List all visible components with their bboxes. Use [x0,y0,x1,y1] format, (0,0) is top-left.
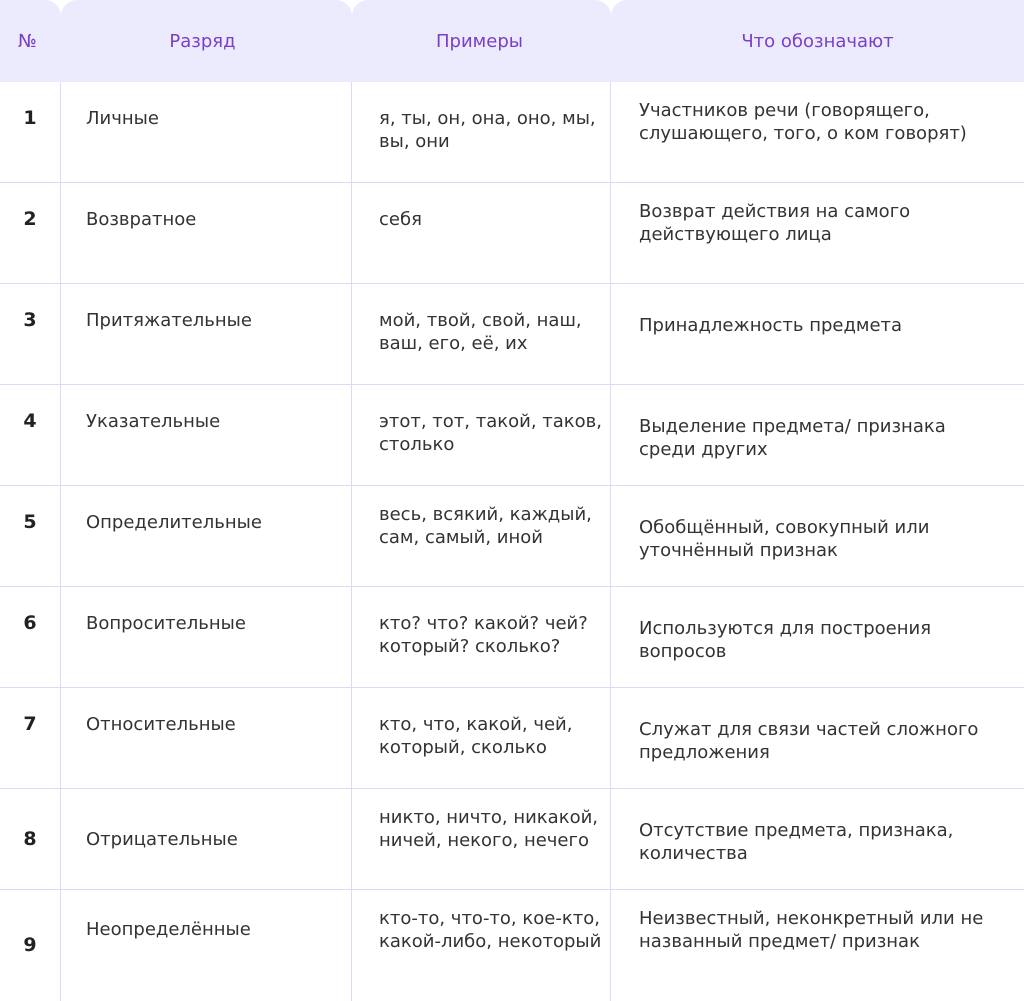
header-category: Разряд [61,0,352,82]
header-number: № [0,0,61,82]
row-examples: себя [352,183,611,283]
row-number: 9 [0,890,61,1001]
row-meaning: Служат для связи частей сложного предложения [639,719,979,763]
row-number: 2 [0,183,61,283]
row-examples: кто? что? какой? чей? который? сколько? [352,587,611,687]
row-category: Определительные [61,486,352,586]
row-meaning: Выделение предмета/ признака среди других [639,416,946,460]
row-category: Отрицательные [61,789,352,889]
row-examples: этот, тот, такой, таков, столько [352,385,611,485]
row-number: 8 [0,789,61,889]
table-header [0,0,1024,82]
table-row [0,789,1024,890]
row-meaning: Принадлежность предмета [639,315,903,336]
row-number: 7 [0,688,61,788]
row-examples: весь, всякий, каждый, сам, самый, иной [352,486,611,586]
row-meaning: Участников речи (говорящего, слушающего, того, о ком говорят) [639,100,967,144]
row-examples: никто, ничто, никакой, ничей, некого, нечего [352,789,611,889]
row-category: Относительные [61,688,352,788]
table-row [0,587,1024,688]
row-number: 4 [0,385,61,485]
header-meaning: Что обозначают [611,0,1024,82]
row-meaning: Отсутствие предмета, признака, количества [639,820,954,864]
header-examples: Примеры [352,0,611,82]
row-category: Личные [61,82,352,182]
row-category: Неопределённые [61,890,352,1001]
row-number: 3 [0,284,61,384]
table-row [0,688,1024,789]
table-row [0,82,1024,183]
row-meaning: Неизвестный, неконкретный или не названный предмет/ признак [639,908,984,952]
row-category: Притяжательные [61,284,352,384]
row-examples: я, ты, он, она, оно, мы, вы, они [352,82,611,182]
row-examples: мой, твой, свой, наш, ваш, его, её, их [352,284,611,384]
row-category: Указательные [61,385,352,485]
row-examples: кто, что, какой, чей, который, сколько [352,688,611,788]
row-number: 6 [0,587,61,687]
table-row [0,890,1024,1001]
row-number: 1 [0,82,61,182]
table-row [0,486,1024,587]
row-number: 5 [0,486,61,586]
table-row [0,284,1024,385]
row-category: Вопросительные [61,587,352,687]
table-row [0,183,1024,284]
row-meaning: Используются для построения вопросов [639,618,932,662]
row-examples: кто-то, что-то, кое-кто, какой-либо, некоторый [352,890,611,1001]
row-meaning: Обобщённый, совокупный или уточнённый признак [639,517,930,561]
table-row [0,385,1024,486]
row-meaning: Возврат действия на самого действующего лица [639,201,911,245]
row-category: Возвратное [61,183,352,283]
